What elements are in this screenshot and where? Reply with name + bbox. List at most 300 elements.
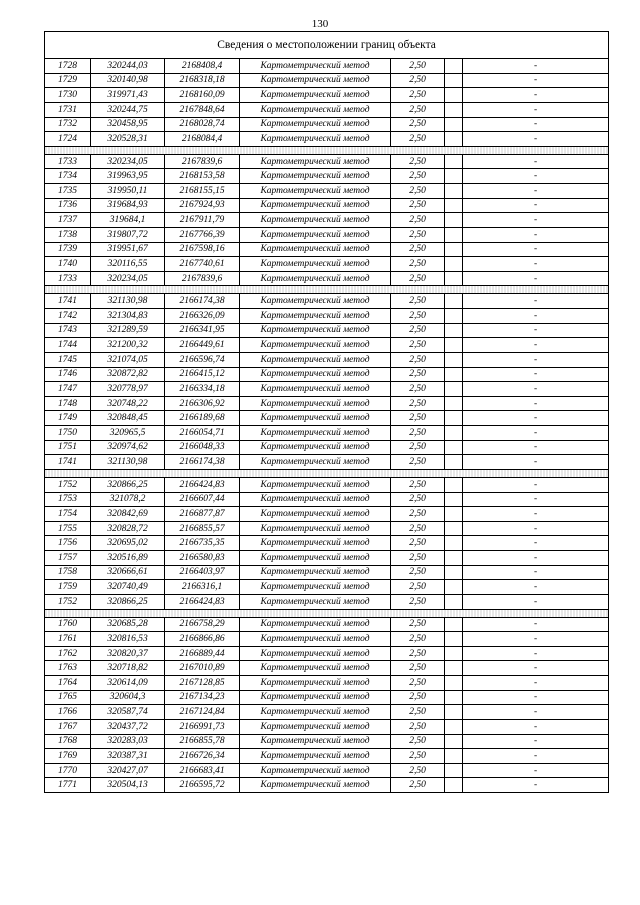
- accuracy-cell: 2,50: [391, 73, 445, 88]
- boundary-sheet: [44, 31, 608, 793]
- coord-y: 2166054,71: [165, 426, 240, 441]
- table-row: [45, 227, 609, 242]
- point-number: 1740: [45, 257, 91, 272]
- empty-cell: [445, 88, 463, 103]
- point-number: 1766: [45, 705, 91, 720]
- coord-y: 2166758,29: [165, 617, 240, 632]
- coord-x: 320234,05: [91, 271, 165, 286]
- method-cell: Картометрический метод: [240, 242, 391, 257]
- method-cell: Картометрический метод: [240, 88, 391, 103]
- method-cell: Картометрический метод: [240, 617, 391, 632]
- accuracy-cell: 2,50: [391, 323, 445, 338]
- coord-x: 320685,28: [91, 617, 165, 632]
- coord-x: 320244,03: [91, 59, 165, 74]
- point-number: 1771: [45, 778, 91, 793]
- table-row: [45, 213, 609, 228]
- method-cell: Картометрический метод: [240, 661, 391, 676]
- coord-x: 320820,37: [91, 646, 165, 661]
- empty-cell: [445, 117, 463, 132]
- point-number: 1754: [45, 507, 91, 522]
- accuracy-cell: 2,50: [391, 102, 445, 117]
- empty-cell: [445, 492, 463, 507]
- coord-y: 2166174,38: [165, 455, 240, 470]
- coord-x: 320437,72: [91, 719, 165, 734]
- accuracy-cell: 2,50: [391, 198, 445, 213]
- table-row: [45, 352, 609, 367]
- accuracy-cell: 2,50: [391, 632, 445, 647]
- accuracy-cell: 2,50: [391, 396, 445, 411]
- note-cell: -: [463, 323, 609, 338]
- accuracy-cell: 2,50: [391, 132, 445, 147]
- table-row: [45, 309, 609, 324]
- empty-cell: [445, 440, 463, 455]
- method-cell: Картометрический метод: [240, 102, 391, 117]
- point-number: 1748: [45, 396, 91, 411]
- note-cell: -: [463, 455, 609, 470]
- coord-x: 320140,98: [91, 73, 165, 88]
- coord-x: 319951,67: [91, 242, 165, 257]
- coord-y: 2166334,18: [165, 382, 240, 397]
- note-cell: -: [463, 477, 609, 492]
- empty-cell: [445, 242, 463, 257]
- accuracy-cell: 2,50: [391, 367, 445, 382]
- note-cell: -: [463, 213, 609, 228]
- empty-cell: [445, 169, 463, 184]
- note-cell: -: [463, 521, 609, 536]
- coord-y: 2166449,61: [165, 338, 240, 353]
- method-cell: Картометрический метод: [240, 455, 391, 470]
- empty-cell: [445, 411, 463, 426]
- group-separator: [45, 469, 609, 477]
- coord-x: 319971,43: [91, 88, 165, 103]
- empty-cell: [445, 690, 463, 705]
- empty-cell: [445, 132, 463, 147]
- method-cell: Картометрический метод: [240, 352, 391, 367]
- coord-x: 320516,89: [91, 551, 165, 566]
- point-number: 1760: [45, 617, 91, 632]
- table-row: [45, 705, 609, 720]
- method-cell: Картометрический метод: [240, 169, 391, 184]
- coord-x: 320740,49: [91, 580, 165, 595]
- table-row: [45, 580, 609, 595]
- method-cell: Картометрический метод: [240, 411, 391, 426]
- method-cell: Картометрический метод: [240, 551, 391, 566]
- method-cell: Картометрический метод: [240, 536, 391, 551]
- coord-y: 2168155,15: [165, 184, 240, 199]
- point-number: 1755: [45, 521, 91, 536]
- note-cell: -: [463, 536, 609, 551]
- coord-y: 2166889,44: [165, 646, 240, 661]
- note-cell: -: [463, 59, 609, 74]
- table-row: [45, 426, 609, 441]
- point-number: 1728: [45, 59, 91, 74]
- coord-x: 320528,31: [91, 132, 165, 147]
- coord-y: 2166596,74: [165, 352, 240, 367]
- empty-cell: [445, 271, 463, 286]
- note-cell: -: [463, 382, 609, 397]
- coord-x: 320974,62: [91, 440, 165, 455]
- accuracy-cell: 2,50: [391, 426, 445, 441]
- method-cell: Картометрический метод: [240, 132, 391, 147]
- point-number: 1759: [45, 580, 91, 595]
- note-cell: -: [463, 352, 609, 367]
- empty-cell: [445, 477, 463, 492]
- coord-y: 2167740,61: [165, 257, 240, 272]
- coord-x: 320866,25: [91, 477, 165, 492]
- table-row: [45, 294, 609, 309]
- coord-y: 2167766,39: [165, 227, 240, 242]
- empty-cell: [445, 257, 463, 272]
- group-separator: [45, 146, 609, 154]
- note-cell: -: [463, 88, 609, 103]
- method-cell: Картометрический метод: [240, 323, 391, 338]
- table-row: [45, 617, 609, 632]
- coord-x: 319963,95: [91, 169, 165, 184]
- empty-cell: [445, 396, 463, 411]
- empty-cell: [445, 594, 463, 609]
- empty-cell: [445, 778, 463, 793]
- method-cell: Картометрический метод: [240, 477, 391, 492]
- table-row: [45, 440, 609, 455]
- coord-y: 2167911,79: [165, 213, 240, 228]
- note-cell: -: [463, 73, 609, 88]
- note-cell: -: [463, 102, 609, 117]
- note-cell: -: [463, 169, 609, 184]
- empty-cell: [445, 617, 463, 632]
- coordinates-table: [44, 31, 609, 793]
- method-cell: Картометрический метод: [240, 521, 391, 536]
- coord-x: 319950,11: [91, 184, 165, 199]
- empty-cell: [445, 102, 463, 117]
- table-row: [45, 778, 609, 793]
- method-cell: Картометрический метод: [240, 507, 391, 522]
- empty-cell: [445, 763, 463, 778]
- point-number: 1745: [45, 352, 91, 367]
- method-cell: Картометрический метод: [240, 632, 391, 647]
- note-cell: -: [463, 749, 609, 764]
- table-row: [45, 242, 609, 257]
- empty-cell: [445, 521, 463, 536]
- coord-y: 2166607,44: [165, 492, 240, 507]
- point-number: 1743: [45, 323, 91, 338]
- point-number: 1730: [45, 88, 91, 103]
- method-cell: Картометрический метод: [240, 676, 391, 691]
- accuracy-cell: 2,50: [391, 309, 445, 324]
- empty-cell: [445, 309, 463, 324]
- point-number: 1750: [45, 426, 91, 441]
- note-cell: -: [463, 580, 609, 595]
- method-cell: Картометрический метод: [240, 367, 391, 382]
- table-row: [45, 198, 609, 213]
- point-number: 1737: [45, 213, 91, 228]
- note-cell: -: [463, 338, 609, 353]
- coord-x: 320116,55: [91, 257, 165, 272]
- note-cell: -: [463, 507, 609, 522]
- table-row: [45, 169, 609, 184]
- coord-y: 2166189,68: [165, 411, 240, 426]
- table-row: [45, 117, 609, 132]
- table-row: [45, 690, 609, 705]
- method-cell: Картометрический метод: [240, 338, 391, 353]
- method-cell: Картометрический метод: [240, 117, 391, 132]
- table-row: [45, 382, 609, 397]
- note-cell: -: [463, 184, 609, 199]
- coord-x: 321304,83: [91, 309, 165, 324]
- accuracy-cell: 2,50: [391, 169, 445, 184]
- empty-cell: [445, 661, 463, 676]
- note-cell: -: [463, 242, 609, 257]
- empty-cell: [445, 580, 463, 595]
- accuracy-cell: 2,50: [391, 705, 445, 720]
- empty-cell: [445, 323, 463, 338]
- coord-y: 2166866,86: [165, 632, 240, 647]
- point-number: 1734: [45, 169, 91, 184]
- method-cell: Картометрический метод: [240, 705, 391, 720]
- method-cell: Картометрический метод: [240, 719, 391, 734]
- coord-y: 2166877,87: [165, 507, 240, 522]
- point-number: 1762: [45, 646, 91, 661]
- coord-y: 2167124,84: [165, 705, 240, 720]
- coord-x: 320587,74: [91, 705, 165, 720]
- method-cell: Картометрический метод: [240, 382, 391, 397]
- table-row: [45, 102, 609, 117]
- coord-x: 319807,72: [91, 227, 165, 242]
- table-row: [45, 719, 609, 734]
- accuracy-cell: 2,50: [391, 521, 445, 536]
- coord-y: 2168153,58: [165, 169, 240, 184]
- note-cell: -: [463, 617, 609, 632]
- coord-x: 320816,53: [91, 632, 165, 647]
- empty-cell: [445, 338, 463, 353]
- point-number: 1742: [45, 309, 91, 324]
- accuracy-cell: 2,50: [391, 294, 445, 309]
- accuracy-cell: 2,50: [391, 676, 445, 691]
- accuracy-cell: 2,50: [391, 477, 445, 492]
- point-number: 1769: [45, 749, 91, 764]
- coord-y: 2167839,6: [165, 271, 240, 286]
- point-number: 1761: [45, 632, 91, 647]
- table-row: [45, 411, 609, 426]
- coord-x: 320748,22: [91, 396, 165, 411]
- note-cell: -: [463, 565, 609, 580]
- point-number: 1741: [45, 455, 91, 470]
- empty-cell: [445, 646, 463, 661]
- empty-cell: [445, 73, 463, 88]
- coord-x: 320872,82: [91, 367, 165, 382]
- note-cell: -: [463, 734, 609, 749]
- empty-cell: [445, 382, 463, 397]
- point-number: 1732: [45, 117, 91, 132]
- coord-x: 320666,61: [91, 565, 165, 580]
- coord-y: 2166403,97: [165, 565, 240, 580]
- table-row: [45, 323, 609, 338]
- empty-cell: [445, 565, 463, 580]
- coord-x: 321130,98: [91, 294, 165, 309]
- coord-y: 2166316,1: [165, 580, 240, 595]
- point-number: 1757: [45, 551, 91, 566]
- accuracy-cell: 2,50: [391, 594, 445, 609]
- empty-cell: [445, 749, 463, 764]
- empty-cell: [445, 536, 463, 551]
- table-row: [45, 734, 609, 749]
- point-number: 1749: [45, 411, 91, 426]
- table-row: [45, 338, 609, 353]
- accuracy-cell: 2,50: [391, 565, 445, 580]
- note-cell: -: [463, 661, 609, 676]
- coord-y: 2167010,89: [165, 661, 240, 676]
- point-number: 1733: [45, 154, 91, 169]
- coord-y: 2166735,35: [165, 536, 240, 551]
- coord-y: 2166580,83: [165, 551, 240, 566]
- accuracy-cell: 2,50: [391, 617, 445, 632]
- point-number: 1747: [45, 382, 91, 397]
- method-cell: Картометрический метод: [240, 749, 391, 764]
- accuracy-cell: 2,50: [391, 271, 445, 286]
- empty-cell: [445, 719, 463, 734]
- coord-y: 2166306,92: [165, 396, 240, 411]
- point-number: 1768: [45, 734, 91, 749]
- note-cell: -: [463, 227, 609, 242]
- coord-y: 2167924,93: [165, 198, 240, 213]
- coord-x: 320604,3: [91, 690, 165, 705]
- point-number: 1731: [45, 102, 91, 117]
- coord-x: 321130,98: [91, 455, 165, 470]
- point-number: 1758: [45, 565, 91, 580]
- method-cell: Картометрический метод: [240, 271, 391, 286]
- note-cell: -: [463, 257, 609, 272]
- method-cell: Картометрический метод: [240, 580, 391, 595]
- coord-y: 2166326,09: [165, 309, 240, 324]
- coord-x: 320614,09: [91, 676, 165, 691]
- note-cell: -: [463, 492, 609, 507]
- empty-cell: [445, 705, 463, 720]
- table-title-row: [45, 32, 609, 59]
- coord-x: 321078,2: [91, 492, 165, 507]
- coord-x: 320848,45: [91, 411, 165, 426]
- coord-y: 2166048,33: [165, 440, 240, 455]
- empty-cell: [445, 154, 463, 169]
- coord-x: 320718,82: [91, 661, 165, 676]
- point-number: 1767: [45, 719, 91, 734]
- empty-cell: [445, 59, 463, 74]
- page-number: 130: [311, 18, 329, 30]
- accuracy-cell: 2,50: [391, 455, 445, 470]
- table-row: [45, 594, 609, 609]
- accuracy-cell: 2,50: [391, 382, 445, 397]
- table-row: [45, 184, 609, 199]
- note-cell: -: [463, 154, 609, 169]
- table-row: [45, 661, 609, 676]
- table-row: [45, 271, 609, 286]
- point-number: 1765: [45, 690, 91, 705]
- method-cell: Картометрический метод: [240, 778, 391, 793]
- coord-x: 320283,03: [91, 734, 165, 749]
- table-row: [45, 367, 609, 382]
- coord-x: 320504,13: [91, 778, 165, 793]
- method-cell: Картометрический метод: [240, 59, 391, 74]
- method-cell: Картометрический метод: [240, 426, 391, 441]
- empty-cell: [445, 734, 463, 749]
- coord-y: 2166683,41: [165, 763, 240, 778]
- method-cell: Картометрический метод: [240, 184, 391, 199]
- table-row: [45, 632, 609, 647]
- empty-cell: [445, 198, 463, 213]
- table-row: [45, 73, 609, 88]
- method-cell: Картометрический метод: [240, 73, 391, 88]
- point-number: 1736: [45, 198, 91, 213]
- accuracy-cell: 2,50: [391, 778, 445, 793]
- coord-x: 320842,69: [91, 507, 165, 522]
- coord-x: 320458,95: [91, 117, 165, 132]
- table-row: [45, 59, 609, 74]
- point-number: 1770: [45, 763, 91, 778]
- coord-x: 320234,05: [91, 154, 165, 169]
- point-number: 1752: [45, 594, 91, 609]
- point-number: 1729: [45, 73, 91, 88]
- coord-y: 2168084,4: [165, 132, 240, 147]
- empty-cell: [445, 213, 463, 228]
- table-title: Сведения о местоположении границ объекта: [45, 32, 609, 59]
- point-number: 1724: [45, 132, 91, 147]
- empty-cell: [445, 367, 463, 382]
- group-separator: [45, 609, 609, 617]
- accuracy-cell: 2,50: [391, 117, 445, 132]
- point-number: 1756: [45, 536, 91, 551]
- accuracy-cell: 2,50: [391, 338, 445, 353]
- table-row: [45, 536, 609, 551]
- accuracy-cell: 2,50: [391, 411, 445, 426]
- coord-y: 2166855,78: [165, 734, 240, 749]
- method-cell: Картометрический метод: [240, 646, 391, 661]
- note-cell: -: [463, 367, 609, 382]
- point-number: 1753: [45, 492, 91, 507]
- group-separator: [45, 286, 609, 294]
- table-row: [45, 521, 609, 536]
- note-cell: -: [463, 294, 609, 309]
- note-cell: -: [463, 705, 609, 720]
- note-cell: -: [463, 778, 609, 793]
- coord-x: 320866,25: [91, 594, 165, 609]
- table-row: [45, 132, 609, 147]
- method-cell: Картометрический метод: [240, 257, 391, 272]
- note-cell: -: [463, 676, 609, 691]
- point-number: 1752: [45, 477, 91, 492]
- note-cell: -: [463, 271, 609, 286]
- table-row: [45, 477, 609, 492]
- coord-y: 2167128,85: [165, 676, 240, 691]
- table-row: [45, 646, 609, 661]
- point-number: 1735: [45, 184, 91, 199]
- accuracy-cell: 2,50: [391, 646, 445, 661]
- method-cell: Картометрический метод: [240, 565, 391, 580]
- coord-x: 320695,02: [91, 536, 165, 551]
- table-row: [45, 551, 609, 566]
- method-cell: Картометрический метод: [240, 594, 391, 609]
- coord-x: 320387,31: [91, 749, 165, 764]
- accuracy-cell: 2,50: [391, 227, 445, 242]
- coord-y: 2166855,57: [165, 521, 240, 536]
- note-cell: -: [463, 198, 609, 213]
- accuracy-cell: 2,50: [391, 352, 445, 367]
- accuracy-cell: 2,50: [391, 213, 445, 228]
- empty-cell: [445, 426, 463, 441]
- table-row: [45, 763, 609, 778]
- point-number: 1744: [45, 338, 91, 353]
- empty-cell: [445, 184, 463, 199]
- note-cell: -: [463, 309, 609, 324]
- accuracy-cell: 2,50: [391, 154, 445, 169]
- note-cell: -: [463, 646, 609, 661]
